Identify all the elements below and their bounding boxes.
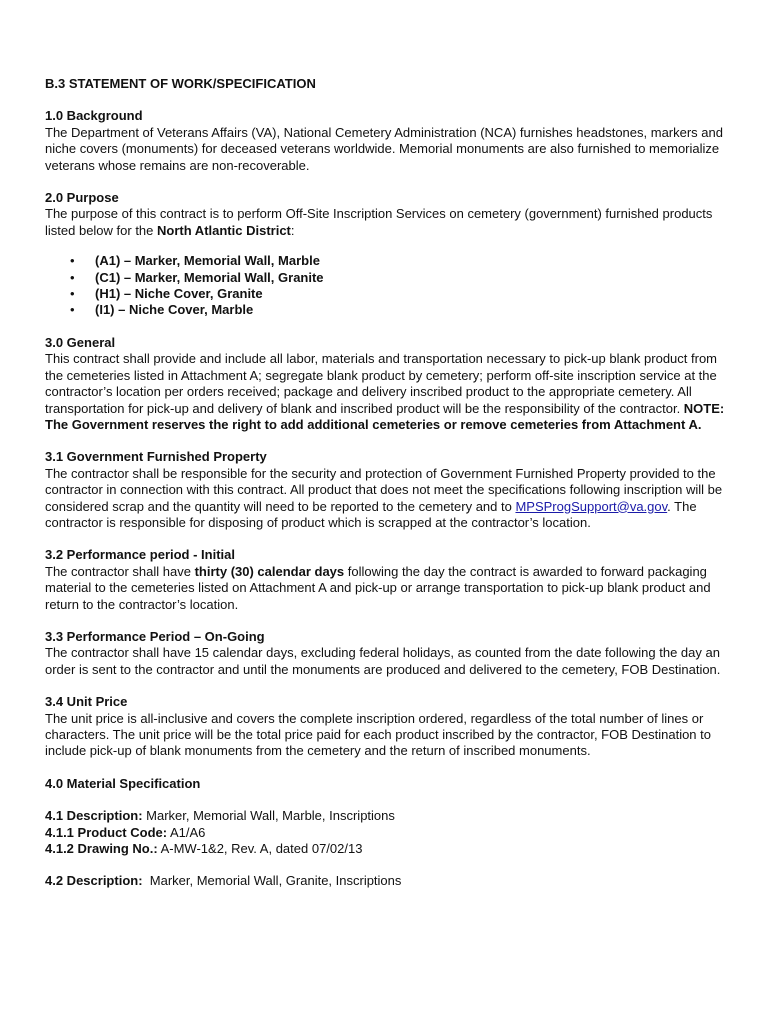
bullet-icon: • [70, 253, 75, 269]
section-text: The unit price is all-inclusive and covers the complete inscription ordered, regardless of the total number of lines or characters. The unit price will be the total price paid for each product inscribed by the contractor, FOB Destination to include pick-up of blank monuments from the cemetery and the return of inscribed monuments. [45, 710, 711, 759]
deadline-text: thirty (30) calendar days [194, 563, 345, 579]
list-item [45, 302, 730, 318]
spec-value: A1/A6 [167, 824, 206, 840]
section-heading: 3.3 Performance Period – On-Going [45, 628, 265, 644]
text-run: . The contractor is responsible for disposing of product which is scrapped at the contractor’s location. [45, 498, 697, 530]
section-performance-initial [45, 547, 730, 613]
list-item [45, 253, 730, 269]
list-item [45, 270, 730, 286]
spec-value: A-MW-1&2, Rev. A, dated 07/02/13 [157, 841, 363, 857]
spec-value: Marker, Memorial Wall, Granite, Inscriptions [142, 873, 402, 889]
text-run: The contractor shall be responsible for the security and protection of Government Furnished Property provided to the contractor in connection with this contract. All product that does not meet the specifications following inscription will be considered scrap and the quantity will need to be reported to the cemetery and to [45, 465, 723, 514]
section-heading: 3.4 Unit Price [45, 694, 128, 710]
section-text: The contractor shall have 15 calendar days, excluding federal holidays, as counted from the date following the day an order is sent to the contractor and until the monuments are produced and delivered to the cemetery, FOB Destination. [45, 645, 721, 677]
spec-description [45, 873, 730, 889]
section-text [45, 206, 730, 239]
spec-drawing-no [45, 841, 730, 857]
section-text: The Department of Veterans Affairs (VA), National Cemetery Administration (NCA) furnishes headstones, markers and niche covers (monuments) for deceased veterans worldwide. Memorial monuments are also furnished to memorialize veterans whose remains are non-recoverable. [45, 124, 723, 173]
bullet-icon: • [70, 269, 75, 285]
section-heading: 1.0 Background [45, 108, 143, 124]
spec-value: Marker, Memorial Wall, Marble, Inscriptions [142, 808, 395, 824]
text-run: The contractor shall have [45, 563, 195, 579]
text-run: following the day the contract is awarded to forward packaging material to the cemeteries listed on Attachment A and pick-up or arrange transportation to pick-up blank product and return to the contractor’s location. [45, 563, 711, 612]
section-spec-4-2 [45, 873, 730, 889]
text-run: : [290, 222, 295, 238]
text-run: The purpose of this contract is to perform Off-Site Inscription Services on cemetery (government) furnished products listed below for the [45, 206, 713, 238]
spec-label: 4.1.2 Drawing No.: [45, 841, 158, 857]
spec-product-code [45, 825, 730, 841]
list-item [45, 286, 730, 302]
list-item-label: (H1) – Niche Cover, Granite [95, 286, 263, 302]
section-text [45, 466, 730, 532]
section-background [45, 108, 730, 174]
spec-label: 4.1 Description: [45, 808, 143, 824]
section-heading: 3.0 General [45, 334, 116, 350]
government-note: NOTE: The Government reserves the right to add additional cemeteries or remove cemeteries from Attachment A. [45, 400, 725, 432]
section-material-spec [45, 776, 730, 792]
bullet-icon: • [70, 302, 75, 318]
bullet-icon: • [70, 286, 75, 302]
spec-description [45, 808, 730, 824]
section-unit-price [45, 694, 730, 760]
section-purpose [45, 190, 730, 319]
email-link[interactable]: MPSProgSupport@va.gov [515, 498, 668, 514]
district-name: North Atlantic District [157, 222, 291, 238]
spec-label: 4.1.1 Product Code: [45, 824, 168, 840]
text-run: This contract shall provide and include all labor, materials and transportation necessary to pick-up blank product from the cemeteries listed in Attachment A; segregate blank product by cemetery; perform off-site inscription service at the contractor’s location per orders received; package and delivery inscribed product to the appropriate cemetery. All transportation for pick-up and delivery of blank and inscribed product will be the responsibility of the contractor. [45, 351, 718, 416]
document-title: B.3 STATEMENT OF WORK/SPECIFICATION [45, 76, 316, 91]
list-item-label: (A1) – Marker, Memorial Wall, Marble [95, 253, 320, 269]
spec-label: 4.2 Description: [45, 873, 143, 889]
list-item-label: (I1) – Niche Cover, Marble [95, 302, 254, 318]
section-government-property [45, 449, 730, 531]
list-item-label: (C1) – Marker, Memorial Wall, Granite [95, 269, 324, 285]
section-heading: 4.0 Material Specification [45, 775, 201, 791]
section-spec-4-1 [45, 808, 730, 857]
section-text [45, 564, 730, 613]
section-text [45, 351, 730, 433]
product-list [45, 253, 730, 319]
section-heading: 3.1 Government Furnished Property [45, 449, 267, 465]
section-performance-ongoing [45, 629, 730, 678]
section-general [45, 335, 730, 433]
section-heading: 3.2 Performance period - Initial [45, 547, 235, 563]
section-heading: 2.0 Purpose [45, 190, 119, 206]
